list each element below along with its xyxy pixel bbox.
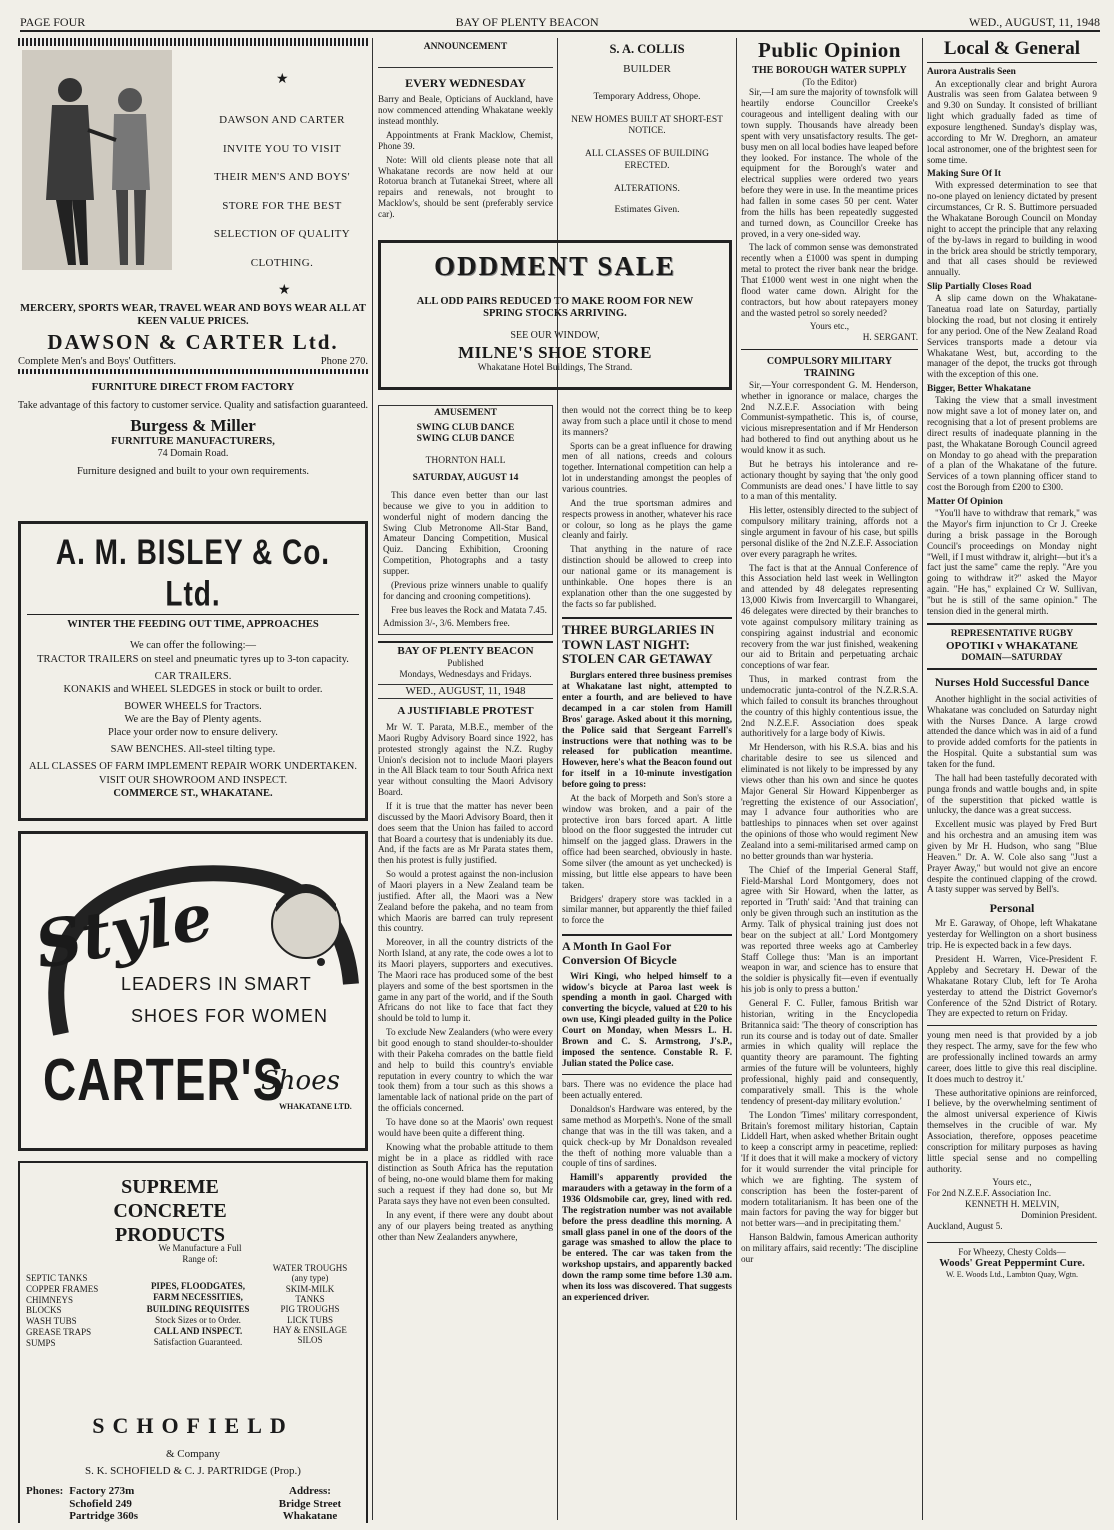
- article-para: That anything in the nature of race distinction should be allowed to creep into our national game or its management is unthinkable. One hopes there is an explanation other than the one suggested by the facts so far published.: [562, 544, 732, 609]
- rugby-venue: DOMAIN—SATURDAY: [961, 652, 1063, 663]
- letter-sign: Yours etc.,: [809, 321, 850, 332]
- letter-para: The Chief of the Imperial General Staff, Field-Marshal Lord Montgomery, does not agree with Sir Howard, when the latter, as reported in 'Truth' said: 'And that training can only be given through such an institution as the Army. Talk of physical training just does not bear on the subject at all.' Lord Montgomery was reported three weeks ago at Camberley Staff College thus: 'Man is an important weapon in war, and science has to ensure that the soldier is physically fit—even if eventually his job is only to press a button.': [741, 864, 918, 995]
- carters-place: WHAKATANE LTD.: [279, 1102, 352, 1111]
- beacon-box: [378, 641, 553, 699]
- burglaries-lede: Burglars entered three business premises at Whakatane last night, attempted to enter a fourth, and are believed to have decamped in a car stolen from Hamill Bros' garage. Asked about it this morning, the Police said that Sergeant Farrell's instructions were that nothing was to be released for publication meantime. However, here's what the Beacon found out for itself in a 10-minute investigation before going to press:: [562, 670, 732, 789]
- announcement-ad: [378, 38, 553, 233]
- carters-brand-script: Shoes: [261, 1066, 340, 1096]
- oddment-sub: ALL ODD PAIRS REDUCED TO MAKE ROOM FOR NEW SPRING STOCKS ARRIVING.: [416, 296, 694, 320]
- announcement-label: ANNOUNCEMENT: [423, 42, 508, 52]
- collis-line: Temporary Address, Ohope.: [593, 91, 701, 102]
- schofield-address: [260, 1485, 360, 1523]
- article-para: So would a protest against the non-inclusion of Maori players in a New Zealand team be justified. After all, the Maori was a New Zealand before the pakeha, and no team from which Maoris are barred can truly represent this country.: [378, 869, 553, 934]
- local-para: Another highlight in the social activities of Whakatane was concluded on Saturday night with the Nurses Dance. A large crowd attended the dance which was in aid of a fund to provide added comforts for the patients in the Hospital. Quite a substantial sum was taken for the fund.: [927, 693, 1097, 770]
- justifiable-title: A JUSTIFIABLE PROTEST: [397, 704, 534, 717]
- dawson-line: DAWSON AND CARTER: [219, 114, 345, 126]
- dawson-line: THEIR MEN'S AND BOYS': [213, 171, 351, 184]
- burgess-name: Burgess & Miller: [130, 415, 256, 435]
- dawson-star-top: ★: [276, 72, 289, 87]
- product-item: WATER TROUGHS: [272, 1263, 348, 1273]
- bisley-line: TRACTOR TRAILERS on steel and pneumatic tyres up to 3-ton capacity.: [37, 653, 349, 665]
- carters-line1: LEADERS IN SMART: [121, 974, 312, 994]
- letter-para: Hanson Baldwin, famous American authority on military affairs, said recently: 'The discipline our: [741, 1232, 918, 1264]
- collis-line: ALL CLASSES OF BUILDING ERECTED.: [585, 149, 709, 171]
- product-item: GREASE TRAPS: [26, 1326, 92, 1337]
- article-para: Knowing what the probable attitude to them might be in a place as riddled with race distinction as South Africa has the reputation of being, no-one would blame them for making such a request if they had done so, but Mr Parata says they have not even been consulted.: [378, 1141, 553, 1207]
- carters-brand: CARTER'S: [43, 1045, 285, 1113]
- schofield-name: SCHOFIELD: [92, 1413, 294, 1438]
- bisley-headline: WINTER THE FEEDING OUT TIME, APPROACHES: [67, 619, 319, 631]
- burgess-intro: Take advantage of this factory to customer service. Quality and satisfaction guaranteed.: [18, 399, 368, 411]
- beacon-title: BAY OF PLENTY BEACON: [397, 645, 534, 658]
- bisley-line: COMMERCE ST., WHAKATANE.: [113, 787, 273, 799]
- article-para: To exclude New Zealanders (who were every bit good enough to stand shoulder-to-shoulder with their Pakeha comrades on the battle field and help to build this country's enviable reputation in every country to which the war took them) from a tour such as this shows a lamentable lack of national pride on the part of the officials concerned.: [378, 1027, 553, 1114]
- collis-line: Estimates Given.: [614, 204, 680, 215]
- dawson-outfitters: Complete Men's and Boys' Outfitters.: [18, 356, 177, 367]
- phone-number: Factory 273m: [69, 1485, 135, 1497]
- letter-sign: Yours etc.,: [992, 1177, 1032, 1188]
- schofield-title: SUPREME CONCRETE PRODUCTS: [113, 1176, 227, 1246]
- article-para: Hamill's apparently provided the marauders with a getaway in the form of a 1936 Oldsmobile car, grey, lined with red. The registration number was not available before the press deadline this morning. A small glass panel in one of the doors of the garage was smashed to allow the place to be entered. The car was taken from the workshop upstairs, and apparently backed down the ramp some time before 1.30 a.m. when its loss was discovered. That suggests an experienced driver.: [562, 1172, 732, 1302]
- editorial-column: [378, 405, 553, 1525]
- oddment-address: Whakatane Hotel Buildings, The Strand.: [477, 363, 633, 374]
- letter-sign: Dominion President.: [1020, 1209, 1097, 1220]
- beacon-date: WED., AUGUST, 11, 1948: [378, 684, 553, 699]
- local-item-body: "You'll have to withdraw that remark," was the Mayor's firm injunction to Cr J. Creeke during a brisk passage in the Borough Council's proceedings on Monday night "Well, if I must withdraw it, alright—but it's a fact just the same" came the reply. "Are you going to withdraw it?" asked the Mayor again. "He has," explained Cr W. Sullivan, "but he is still of the same opinion." The tension died in the general mirth.: [927, 508, 1097, 616]
- gaol-title: A Month In Gaol For Conversion Of Bicycle: [562, 939, 677, 967]
- amusement-label: AMUSEMENT: [434, 408, 497, 418]
- rugby-match: OPOTIKI v WHAKATANE: [945, 639, 1079, 652]
- product-item: BUILDING REQUISITES: [146, 1303, 250, 1314]
- letter-sign: H. SERGANT.: [862, 332, 918, 343]
- letter-sign: Auckland, August 5.: [927, 1220, 1003, 1231]
- local-para: Excellent music was played by Fred Burt and his orchestra and an amusing item was given by Mr H. Hudson, who sang "Blue Heaven." Dr. A. W. Cole also sang "Just a Prayer Away," but would not give an encore despite the continued clapping of the crowd. A tasty supper was served by Bell's.: [927, 819, 1097, 895]
- ad-border-top: [18, 38, 368, 46]
- cmt-title: COMPULSORY MILITARY TRAINING: [766, 356, 893, 379]
- address-label: Address:: [289, 1485, 331, 1497]
- article-para: To have done so at the Maoris' own request would have been quite a different thing.: [378, 1117, 553, 1138]
- article-para: And the true sportsman admires and respects prowess in another, whatever his race or colour, so long as he plays the game cleanly and fairly.: [562, 497, 732, 541]
- oddment-sale-ad: [378, 240, 732, 390]
- dawson-carter-ad: [18, 38, 368, 373]
- letter-para: The fact is that at the Annual Conference of this Association held last week in Wellington and attended by 48 delegates representing 13,000 Kiwis from Invercargill to Whangarei, 46 delegates were directed by their branches to vote against compulsory military training as conspiring against industrial and economic recovery from the war just finished, weakening our aid to Britain and perpetuating archaic conceptions of war fear.: [741, 562, 918, 671]
- product-item: Stock Sizes or to Order.: [155, 1314, 241, 1325]
- bisley-ad: [18, 521, 368, 821]
- local-item-body: Taking the view that a small investment now might save a lot of money later on, and recognising that a lot of present problems are direct results of inadequate planning in the past, the Whakatane Borough Council agreed on Monday to go ahead with the preparation of a plan of the Whakatane of the future. Services of a town planning officer stand to cost the Borough from £200 to £300.: [927, 395, 1097, 493]
- phones-label: Phones:: [26, 1485, 64, 1497]
- burgess-sub: FURNITURE MANUFACTURERS,: [111, 436, 275, 448]
- amusement-para: Free bus leaves the Rock and Matata 7.45.: [391, 604, 547, 615]
- bisley-line: KONAKIS and WHEEL SLEDGES in stock or built to order.: [63, 683, 323, 695]
- address-line: Bridge Street: [278, 1497, 342, 1510]
- product-item: CALL AND INSPECT.: [153, 1326, 243, 1336]
- collis-name: S. A. COLLIS: [609, 42, 685, 56]
- product-item: HAY & ENSILAGE: [273, 1325, 347, 1336]
- product-item: BLOCKS: [26, 1305, 62, 1316]
- dawson-line: STORE FOR THE BEST: [222, 199, 342, 212]
- beacon-pub: Published: [447, 658, 484, 669]
- masthead: [20, 10, 1100, 32]
- oddment-title: ODDMENT SALE: [434, 251, 676, 281]
- schofield-company: & Company: [165, 1448, 221, 1460]
- product-item: LICK TUBS: [286, 1314, 334, 1325]
- gaol-body: Wiri Kingi, who helped himself to a widow's bicycle at Paroa last week is spending a month in gaol. Charged with converting the bicycle, valued at £20 to his own use, Kingi pleaded guilty in the Police Court on Monday, when Messrs L. H. Brown and C. S. Armstrong, J's.P., imposed the sentence. Constable R. F. Julian stated the Police case.: [562, 970, 732, 1068]
- product-item: PIG TROUGHS: [280, 1304, 340, 1315]
- bisley-name: A. M. BISLEY & Co. Ltd.: [55, 532, 331, 614]
- amusement-ad: [378, 405, 553, 635]
- schofield-manuf: We Manufacture a Full Range of:: [158, 1243, 242, 1264]
- article-para: If it is true that the matter has never been discussed by the Maori Advisory Board, then it does seem that the Union has failed to accord that Board a courtesy that is undeniably its due. And, if the facts are as Mr Parata states them, then his protest is fully justified.: [378, 800, 553, 866]
- letter-sign: For 2nd N.Z.E.F. Association Inc.: [927, 1188, 1052, 1199]
- product-item: FARM NECESSITIES,: [153, 1292, 243, 1303]
- collis-line: NEW HOMES BUILT AT SHORT-EST NOTICE.: [571, 114, 723, 137]
- letter-para: Sir,—I am sure the majority of townsfolk will heartily endorse Councillor Creeke's courageous and intelligent dealing with our town supply. Thousands have already been spent with very unsatisfactory results. The get-busy men on all local bodies have leaped before they looked. For instance. The whole of the equipment for the Borough's water and electrical supplies were ordered two years before they were in use. In the meantime prices had fallen in some cases 50 per cent. Water from the hills has been repeatedly suggested and turned down, as Councillor Creeke has proved, in a very one-sided way.: [741, 87, 918, 239]
- article-para: then would not the correct thing be to keep away from such a place until it chose to mend its manners?: [562, 405, 732, 437]
- product-item: WASH TUBS: [26, 1316, 77, 1327]
- bisley-line: SAW BENCHES. All-steel tilting type.: [110, 744, 276, 756]
- letter-para: These authoritative opinions are reinforced, I believe, by the overwhelming sentiment of the almost universal experience of Kiwis themselves in the crucible of war. My Association, therefore, opposes peacetime conscription for military purposes as having little special sense and no compelling authority.: [927, 1087, 1097, 1174]
- bisley-line: BOWER WHEELS for Tractors.: [124, 700, 262, 712]
- product-item: Satisfaction Guaranteed.: [153, 1337, 243, 1348]
- dawson-line: CLOTHING.: [250, 256, 314, 269]
- product-item: SKIM-MILK: [285, 1283, 335, 1294]
- news-column: [562, 405, 732, 1525]
- letter-para: But he betrays his intolerance and re-actionary thought by saying that 'the only good Communists are dead ones.' I have little to say to a man of this mentality.: [741, 458, 918, 502]
- local-title: Local & General: [943, 38, 1081, 59]
- phone-number: Schofield 249: [69, 1497, 132, 1510]
- article-para: Moreover, in all the country districts of the North Island, at any rate, the code owes a lot to its Maori players, supporters and executives. The Maori race has produced some of the best players and some of the best sportsmen in the game in any part of the world, and if the South Africans do not like to face that fact they should be told to lump it.: [378, 937, 553, 1024]
- schofield-phones: [26, 1485, 138, 1523]
- local-item-body: An exceptionally clear and bright Aurora Australis was seen from Galatea between 9 and 9.30 on Sunday. It consisted of brilliant light which gradually faded as time of exposure lengthened. Sunday's display was, according to Mr W. Dreghorn, an amateur local astronomer, one of the brightest seen for some time.: [927, 78, 1097, 165]
- column-rule: [736, 38, 737, 1520]
- letter-para: The London 'Times' military correspondent, Britain's foremost military historian, Captain Liddell Hart, when asked whether Britain ought to keep a conscript army in peacetime, replied: 'If it does that it will make a mockery of victory for it would surrender the vital principle for which we are fighting. The system of conscription has been the foster-parent of modern totalitarianism. It has been one of the main factors for paving the way for bigger but not better wars—and in precipitating them.': [741, 1109, 918, 1229]
- burgess-miller-ad: [18, 373, 368, 521]
- collis-line: ALTERATIONS.: [614, 183, 680, 194]
- schofield-mid-list: [138, 1281, 258, 1349]
- amusement-line: SWING CLUB DANCE: [416, 434, 515, 445]
- rugby-box: [927, 623, 1097, 670]
- product-item: PIPES, FLOODGATES,: [150, 1281, 246, 1291]
- amusement-para: Admission 3/-, 3/6. Members free.: [383, 618, 510, 629]
- amusement-date: SATURDAY, AUGUST 14: [412, 472, 519, 483]
- bisley-line: VISIT OUR SHOWROOM AND INSPECT.: [98, 774, 288, 786]
- paper-name: BAY OF PLENTY BEACON: [455, 15, 599, 29]
- article-para: At the back of Morpeth and Son's store a window was broken, and a pair of the protective iron bars forced apart. A little blood on the floor suggested the intruder cut himself on the jagged glass. Drawers in the office had been searched, obviously in haste. Some silver (the amount as yet unchecked) is missing, but little else appears to have been taken.: [562, 792, 732, 890]
- product-item: SILOS: [297, 1335, 323, 1346]
- column-rule: [372, 38, 373, 1520]
- amusement-line: SWING CLUB DANCE: [416, 423, 515, 434]
- product-item: (any type): [291, 1273, 329, 1284]
- collis-ad: [562, 38, 732, 233]
- article-para: bars. There was no evidence the place had been actually entered.: [562, 1079, 732, 1101]
- letter-para: young men need is that provided by a job they respect. The army, save for the few who are professionally inclined towards an army career, does little to give this real discipline. It does much to destroy it.': [927, 1030, 1097, 1084]
- local-item-head: Matter Of Opinion: [927, 497, 1003, 507]
- announcement-title: EVERY WEDNESDAY: [405, 76, 526, 91]
- burgess-address: 74 Domain Road.: [157, 448, 229, 460]
- bisley-line: ALL CLASSES OF FARM IMPLEMENT REPAIR WORK UNDERTAKEN.: [29, 761, 357, 773]
- bisley-line: We are the Bay of Plenty agents.: [124, 714, 262, 726]
- dawson-tagline: MERCERY, SPORTS WEAR, TRAVEL WEAR AND BOYS WEAR ALL AT KEEN VALUE PRICES.: [20, 303, 366, 327]
- woods-line: For Wheezy, Chesty Colds—: [958, 1246, 1066, 1257]
- letter-sign: KENNETH H. MELVIN,: [964, 1199, 1060, 1210]
- ad-border-bottom: [18, 369, 368, 374]
- beacon-days: Mondays, Wednesdays and Fridays.: [399, 669, 532, 680]
- burgess-footer: Furniture designed and built to your own requirements.: [76, 466, 310, 478]
- amusement-para: (Previous prize winners unable to qualify for dancing and crooning competitions).: [383, 579, 548, 601]
- schofield-right-list: [260, 1263, 360, 1346]
- carters-line2: SHOES FOR WOMEN: [131, 1006, 329, 1026]
- opinion-column: [741, 38, 918, 1523]
- address-line: Whakatane: [282, 1510, 338, 1523]
- schofield-ad: [18, 1161, 368, 1523]
- burglaries-title: THREE BURGLARIES IN TOWN LAST NIGHT: STOLEN CAR GETAWAY: [562, 622, 715, 667]
- local-item-body: With expressed determination to see that no-one played on leniency dictated by present circumstances, Cr R. S. Buttimore persuaded the Whakatane Borough Council on Monday night to accept the principle that any relaxing of the by-laws in regard to building in wood in the brick area should be strictly temporary, and that all cases should be reviewed annually.: [927, 180, 1097, 278]
- dawson-phone: Phone 270.: [320, 356, 368, 367]
- article-para: Bridgers' drapery store was tackled in a similar manner, but apparently the thief failed to force the: [562, 893, 732, 926]
- issue-date: WED., AUGUST, 11, 1948: [968, 15, 1100, 29]
- article-para: In any event, if there were any doubt about any of our players being treated as anything other than New Zealanders anywhere,: [378, 1209, 553, 1242]
- letter-para: His letter, ostensibly directed to the subject of compulsory military training, affords not a single argument in favour of his case, but spills personal dislike of the 2nd N.Z.E.F. Association over every paragraph he writes.: [741, 505, 918, 559]
- article-para: Donaldson's Hardware was entered, by the same method as Morpeth's. None of the small change that was in the till was taken, and a quick check-up by Mr Donaldson revealed the theft of nothing more valuable than a couple of tins of sardines.: [562, 1104, 732, 1169]
- bisley-line: We can offer the following:—: [129, 640, 257, 652]
- dawson-name: DAWSON & CARTER Ltd.: [47, 330, 339, 354]
- personal-title: Personal: [989, 901, 1035, 916]
- amusement-para: This dance even better than our last because we give to you in addition to wonderful night of modern dancing the Swing Club Metronome All-Star Band, Amateur Dancing Competition, Musical Quiz. Dancing Exhibition, Crooning Competition, Photographs and a tasty supper.: [383, 490, 548, 577]
- schofield-owners: S. K. SCHOFIELD & C. J. PARTRIDGE (Prop.): [85, 1465, 301, 1477]
- product-item: TANKS: [295, 1294, 325, 1305]
- product-item: COPPER FRAMES: [26, 1283, 99, 1294]
- bisley-line: CAR TRAILERS.: [154, 670, 232, 682]
- local-item-head: Slip Partially Closes Road: [927, 282, 1032, 293]
- article-para: Sports can be a great influence for drawing men of all nations, creeds and colours together. International competition can help a lot in understanding amongst the peoples of various countries.: [562, 440, 732, 495]
- dawson-line: INVITE YOU TO VISIT: [222, 142, 342, 155]
- phone-number: Partridge 360s: [69, 1510, 139, 1523]
- letter-para: The lack of common sense was demonstrated recently when a £1000 was spent in dumping metal to protect the river bank near the bridge. That £1000 went west in one night when the flood water came down. Alright for the contractors, but how about ratepayers money and the wasted petrol so sorely needed?: [741, 242, 918, 318]
- amusement-venue: THORNTON HALL: [425, 455, 506, 466]
- collis-trade: BUILDER: [623, 62, 671, 75]
- nurses-title: Nurses Hold Successful Dance: [934, 675, 1090, 690]
- ads-column: [18, 38, 368, 1523]
- local-item-head: Aurora Australis Seen: [927, 67, 1016, 78]
- dawson-star-bottom: ★: [278, 283, 291, 298]
- product-item: CHIMNEYS: [26, 1294, 74, 1305]
- local-item-body: A slip came down on the Whakatane-Taneatua road late on Saturday, partially blocking the road, but not closing it entirely for any period. One of the New Zealand Road Services transports made a detour via Whakatane West, but, according to the manager of the depot, the trucks got through with the exception of this one.: [927, 293, 1097, 380]
- carters-shoes-ad: [18, 831, 368, 1151]
- men-illustration: [22, 50, 172, 270]
- local-para: President H. Warren, Vice-President F. Appleby and Secretary H. Dewar of the Whakatane Rotary Club, left for Te Aroha yesterday to attend the District Governor's Conference of the 52nd District of Rotary. They are expected to return on Friday.: [927, 954, 1097, 1019]
- letter-para: Sir,—Your correspondent G. M. Henderson, whether in ignorance or malace, charges the 2nd N.Z.E.F. Association with being Communist-sympathetic. This is, of course, vicious misrepresentation and if Mr Henderson had bothered to find out anything about us he would know it as such.: [741, 379, 918, 455]
- local-column: [927, 38, 1097, 1523]
- dawson-line: SELECTION OF QUALITY: [213, 228, 351, 241]
- product-item: SEPTIC TANKS: [26, 1273, 88, 1283]
- woods-line: W. E. Woods Ltd., Lambton Quay, Wgtn.: [945, 1269, 1078, 1279]
- opinion-title: Public Opinion: [758, 38, 901, 62]
- letter-para: General F. C. Fuller, famous British war historian, writing in the Encyclopedia Britannica said: 'The theory of conscription has run its course and is today out of date. Smaller armies in which quality will replace the quantity theory are paramount. The fighting armies of the future will be volunteers, highly professional, highly paid and consequently, comparatively small. This is the whole tendency of present-day military evolution.': [741, 998, 918, 1106]
- article-para: Mr W. T. Parata, M.B.E., member of the Maori Rugby Advisory Board since 1922, has protested strongly against the N.Z. Rugby Union's decision not to include Maori players in the All Black team to tour South Africa next year without consulting the Maori Advisory Board.: [378, 721, 553, 798]
- carters-script: Style: [29, 879, 219, 984]
- water-title: THE BOROUGH WATER SUPPLY: [752, 64, 907, 76]
- woods-line: Woods' Great Peppermint Cure.: [939, 1257, 1085, 1269]
- local-item-head: Making Sure Of It: [927, 169, 1002, 180]
- to-editor: (To the Editor): [802, 76, 857, 87]
- schofield-left-list: [26, 1273, 98, 1349]
- woods-ad: [927, 1242, 1097, 1280]
- announcement-para: Barry and Beale, Opticians of Auckland, have now commenced attending Whakatane weekly instead monthly.: [378, 94, 553, 127]
- dawson-text-block: [196, 106, 368, 278]
- letter-para: Thus, in marked contrast from the undemocratic junta-control of the N.Z.R.S.A. which failed to consult its branches throughout the country of this highly contentious issue, the 2nd N.Z.E.F. Association does speak authoritively for a large body of Kiwis.: [741, 674, 918, 739]
- page-number: PAGE FOUR: [20, 15, 86, 29]
- announcement-para: Appointments at Frank Macklow, Chemist, Phone 39.: [378, 129, 553, 151]
- rugby-label: REPRESENTATIVE RUGBY: [950, 628, 1074, 639]
- local-para: The hall had been tastefully decorated with punga fronds and wattle boughs and, in spite of the superstition that picked wattle is unlucky, the dance was a great success.: [927, 772, 1097, 816]
- announcement-para: Note: Will old clients please note that all Whakatane records are now held at our Rotorua branch at Tutanekai Street, where all repairs and renewals, not brought to Macklow's, should be sent (preferably service car).: [378, 154, 553, 219]
- oddment-see: SEE OUR WINDOW,: [510, 330, 600, 342]
- oddment-store: MILNE'S SHOE STORE: [458, 343, 652, 363]
- column-rule: [922, 38, 923, 1520]
- burgess-heading: FURNITURE DIRECT FROM FACTORY: [91, 381, 295, 393]
- dawson-footer: [18, 356, 368, 368]
- letter-para: Mr Henderson, with his R.S.A. bias and his charitable desire to see us silenced and eliminated is not likely to be impressed by any views other than his own and since he quotes Major General Sir Howard Kippenberger as 'regretting the existence of our Association', may I advance four authorities who are battleships to pinnaces when set over against the opinions of those who would regiment New Zealand into a semi-militarised armed camp on no better grounds than war hysteria.: [741, 742, 918, 861]
- local-item-head: Bigger, Better Whakatane: [927, 384, 1031, 395]
- local-para: Mr E. Garaway, of Ohope, left Whakatane yesterday for Wellington on a short business trip. He is expected back in a few days.: [927, 918, 1097, 951]
- product-item: SUMPS: [26, 1337, 56, 1348]
- bisley-line: Place your order now to ensure delivery.: [108, 727, 278, 739]
